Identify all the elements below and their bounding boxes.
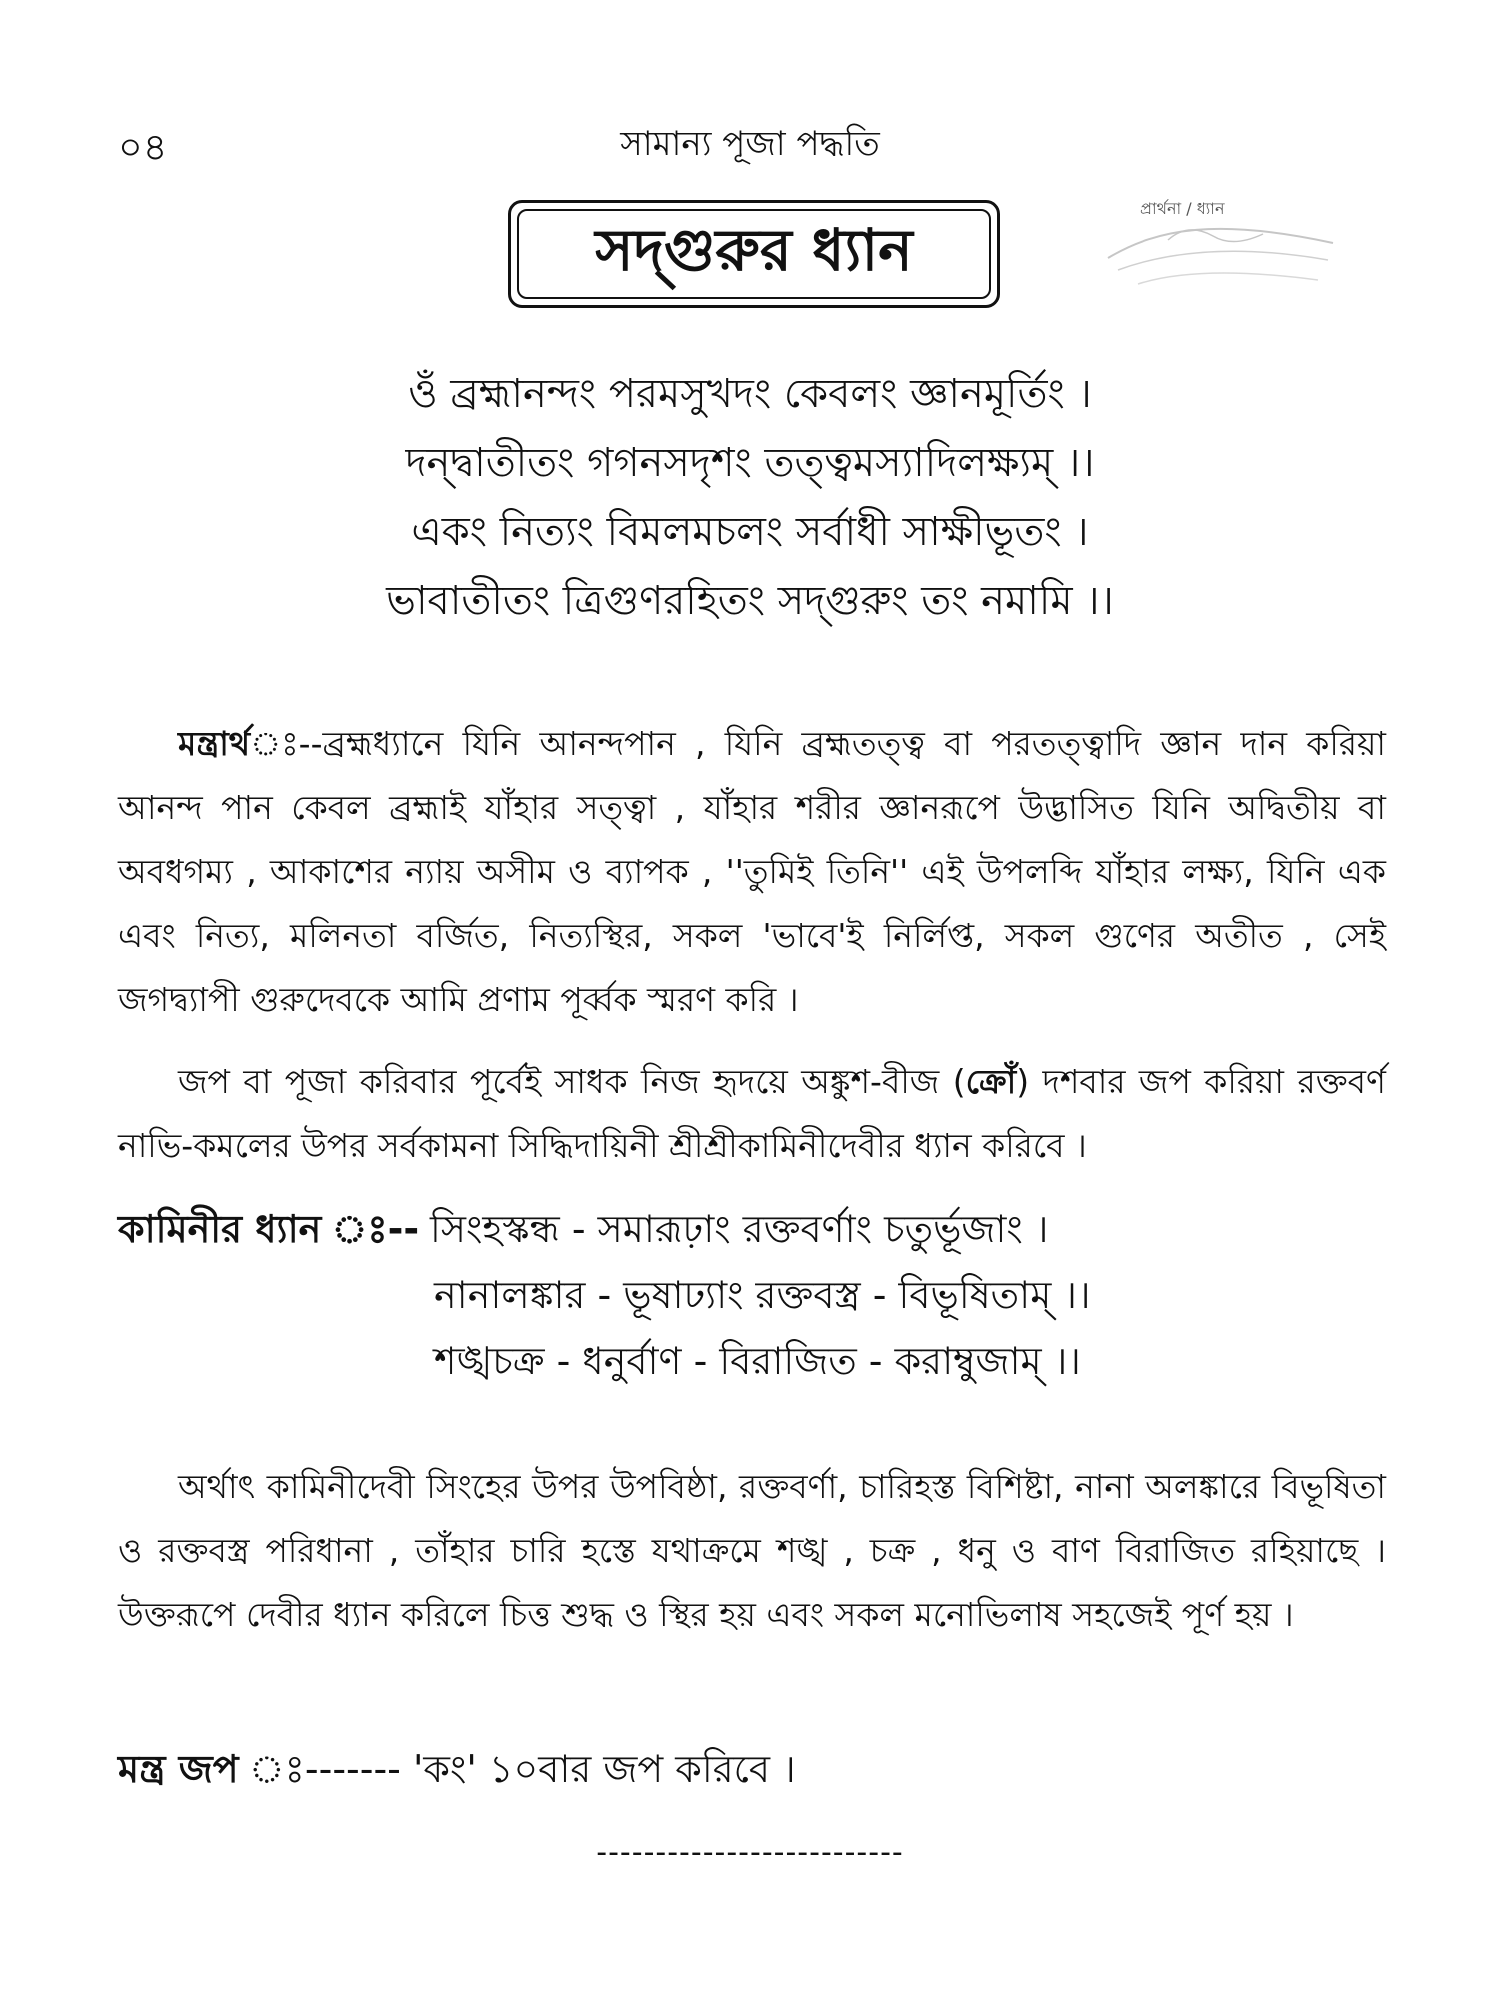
section-title: সদ্গুরুর ধ্যান (595, 215, 913, 284)
japa-instruction-before: জপ বা পূজা করিবার পূর্বেই সাধক নিজ হৃদয়ে অঙ্কুশ-বীজ ( (178, 1062, 966, 1101)
kamini-row (118, 1332, 1386, 1398)
kamini-label: কামিনীর ধ্যান ঃ-- (118, 1207, 420, 1251)
title-box (508, 200, 1000, 308)
verse-line: একং নিত্যং বিমলমচলং সর্বাধী সাক্ষীভূতং । (411, 509, 1089, 555)
verse-block (0, 360, 1500, 636)
bija-syllable: ক্রোঁ (965, 1062, 1017, 1101)
kamini-row (118, 1200, 1386, 1266)
kamini-line: নানালঙ্কার - ভূষাঢ্যাং রক্তবস্ত্র - বিভূষিতাম্ ।। (434, 1273, 1091, 1317)
verse-line: দন্দ্বাতীতং গগনসদৃশং তত্ত্বমস্যাদিলক্ষ্যম্ ।। (405, 440, 1095, 486)
end-rule: -------------------------- (596, 1835, 904, 1870)
verse-line: ওঁ ব্রহ্মানন্দং পরমসুখদং কেবলং জ্ঞানমূর্তিং । (408, 371, 1092, 417)
kamini-row (118, 1266, 1386, 1332)
kamini-dhyana-block (118, 1200, 1386, 1398)
verse-line: ভাবাতীতং ত্রিগুণরহিতং সদ্গুরুং তং নমামি ।। (386, 578, 1114, 624)
arthat-paragraph: অর্থাৎ কামিনীদেবী সিংহের উপর উপবিষ্ঠা, রক্তবর্ণা, চারিহস্ত বিশিষ্টা, নানা অলঙ্কারে বিভূষিতা ও রক্তবস্ত্র পরিধানা , তাঁহার চারি হস্তে যথাক্রমে শঙ্খ , চক্র , ধনু ও বাণ বিরাজিত রহিয়াছে । উক্তরূপে দেবীর ধ্যান করিলে চিত্ত শুদ্ধ ও স্থির হয় এবং সকল মনোভিলাষ সহজেই পূর্ণ হয় । (118, 1467, 1386, 1634)
meaning-text: ঃ--ব্রহ্মধ্যানে যিনি আনন্দপান , যিনি ব্রহ্মতত্ত্ব বা পরতত্ত্বাদি জ্ঞান দান করিয়া আনন্দ পান কেবল ব্রহ্মাই যাঁহার সত্ত্বা , যাঁহার শরীর জ্ঞানরূপে উদ্ভাসিত যিনি অদ্বিতীয় বা অবধগম্য , আকাশের ন্যায় অসীম ও ব্যাপক , ''তুমিই তিনি'' এই উপলব্দি যাঁহার লক্ষ্য, যিনি এক এবং নিত্য, মলিনতা বর্জিত, নিত্যস্থির, সকল 'ভাবে'ই নির্লিপ্ত, সকল গুণের অতীত , সেই জগদ্ব্যাপী গুরুদেবকে আমি প্রণাম পূর্ব্বক স্মরণ করি । (118, 724, 1386, 1019)
mantra-japa-label: মন্ত্র জপ (118, 1747, 239, 1791)
kamini-line: শঙ্খচক্র - ধনুর্বাণ - বিরাজিত - করাম্বুজাম্ ।। (434, 1339, 1081, 1383)
stamp-label: প্রার্থনা / ধ্যান (1140, 199, 1225, 218)
mantra-japa-line (118, 1740, 796, 1804)
japa-instruction-paragraph (118, 1050, 1386, 1178)
page-number: ০৪ (118, 125, 168, 169)
japa-instruction-after: ) দশবার জপ করিয়া রক্তবর্ণ নাভি-কমলের উপর সর্বকামনা সিদ্ধিদায়িনী শ্রীশ্রীকামিনীদেবীর ধ্যান করিবে । (118, 1062, 1386, 1165)
kamini-line: সিংহস্কন্ধ - সমারূঢ়াং রক্তবর্ণাং চতুর্ভূজাং । (430, 1207, 1049, 1251)
running-header: সামান্য পূজা পদ্ধতি (620, 124, 880, 164)
mantra-japa-text: ঃ------- 'কং' ১০বার জপ করিবে । (304, 1747, 796, 1791)
meaning-label: মন্ত্রার্থ (178, 724, 251, 763)
meaning-paragraph (118, 712, 1386, 1032)
